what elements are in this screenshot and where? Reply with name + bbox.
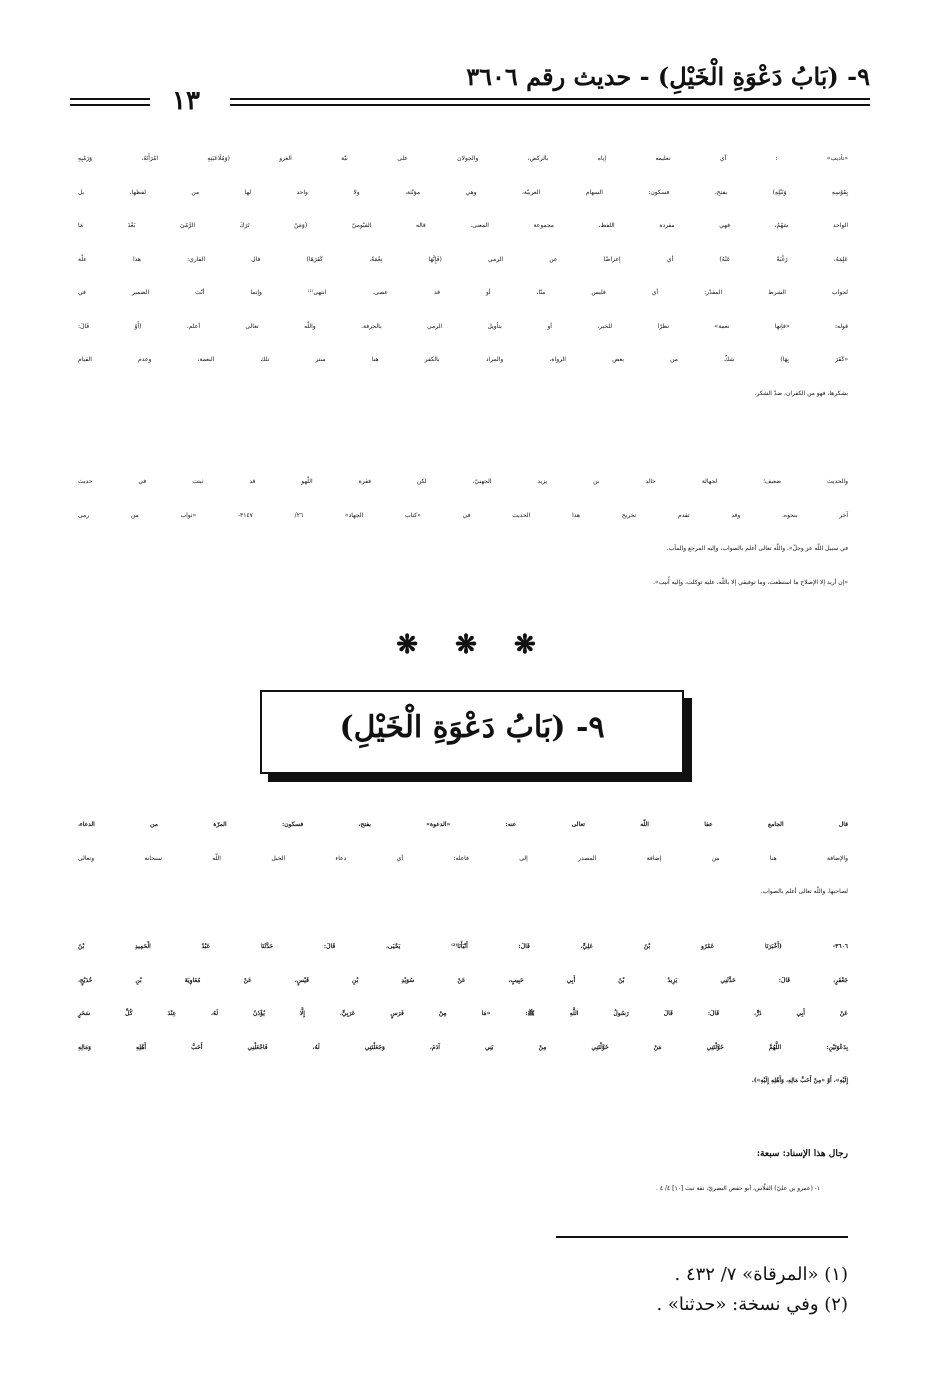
grading-line: آخر بنحوه. وقد تقدم تخريج هذا الحديث في «كتاب الجهاد» ٢٦/ ٣١٤٧- «ثواب من رمى [78,511,848,519]
commentary-line: عَلِمَهُ، رَغْبَةً عَنْهُ) أي إعراضًا عن الرمي (فَإِنَّهَا نِعْمَةٌ، كَفَرَهَا) قال القاري: هذا علّة [78,255,848,263]
running-header [70,62,870,114]
commentary-line: «تأديب» : أي تعليمه إياه بالركض، والجولان على نيّة الغزو (وَمُلَاعَبَتِهِ امْرَأَتَهُ، وَرَمْيِهِ [78,155,848,162]
commentary-line: بشكرها، فهو من الكفران، ضدّ الشكر. [754,389,848,397]
intro-paragraph [78,808,848,909]
narrators-heading: رجال هذا الإسناد: سبعة: [756,1149,848,1159]
commentary-line: قوله: «فإنها نعمة» نظرًا للخبر، أو بتأويل الرمي بالحرفة. واللّه تعالى أعلم. (أَوْ قَالَ: [78,322,848,330]
commentary-paragraph [78,142,848,410]
hadith-line: جَعْفَرٍ، قَالَ: حَدَّثَنِي يَزِيدُ بْنُ أَبِي حَبِيبٍ، عَنْ سُوَيْدِ بْنِ قَيْسٍ، عَنْ مُعَاوِيَةَ بْنِ حُدَيْجٍ، [78,976,848,984]
commentary-line: الواحد سَهْمٌ، فهي مفردة اللفظ، مجموعة المعنى. قاله الفيّوميّ (وَمَنْ تَرَكَ الرَّمْيَ بَعْدَ مَا [78,222,848,229]
header-rule-right-lower [230,104,870,106]
section-separator: ❋ ❋ ❋ [396,630,550,660]
hadith-line: ٣٦٠٦- (أَخْبَرَنَا عَمْرُو بْنُ عَلِيٍّ، قَالَ: أَنْبَأَنَا⁽²⁾ يَحْيَى، قَالَ: حَدَّثَنَا عَبْدُ الْحَمِيدِ بْنُ [78,943,849,950]
commentary-line: لجواب الشرط المقدّر: أي فليس منّا، أو قد عصى. انتهى⁽¹⁾ وإنما أنّث الضمير في [78,289,848,296]
hadith-text [78,930,848,1098]
header-rule-left-lower [70,104,150,106]
grading-paragraph [78,465,848,599]
grading-line: في سبيل اللّه عز وجلّ». واللّه تعالى أعلم بالصواب، وإليه المرجع والمآب. [666,545,848,552]
footnote-2: (٢) وفي نسخة: «حدثنا» . [656,1294,848,1315]
footnote-divider [556,1236,848,1238]
page-number: ١٣ [172,86,200,116]
intro-line: قال الجامع عفا اللّه تعالى عنه: «الدعوة» بفتح، فسكون: المرّة من الدعاء، [78,821,848,828]
grading-line: والحديث ضعيف؛ لجهالة خالد بن يزيد الجهنيّ، لكن فقرة اللّهو قد ثبتت في حديث [78,478,848,485]
hadith-line: إِلَيْهِ»، أَوْ «مِنْ أَحَبِّ مَالِهِ، وَأَهْلِهِ إِلَيْهِ»). [751,1077,848,1084]
chapter-title-box [260,690,684,774]
chapter-title: ٩- (بَابُ دَعْوَةِ الْخَيْلِ) [339,710,605,745]
commentary-line: بِقَوْسِهِ وَنَبْلِهِ) بفتح، فسكون: السهام العربيّة، وهي مؤنّثة، ولا واحد لها من لفظها، بل [78,188,848,196]
intro-line: والإضافة هنا من إضافة المصدر إلى فاعله: أي دعاء الخيل اللّه سبحانه وتعالى [78,854,848,862]
running-title: ٩- (بَابُ دَعْوَةِ الْخَيْلِ) - حديث رقم ٣٦٠٦ [466,62,870,91]
footnote-1: (١) «المرقاة» ٧/ ٤٣٢ . [674,1264,848,1285]
closing-supplication: «إن أريد إلا الإصلاح ما استطعت، وما توفيقي إلا باللّه، عليه توكلت، وإليه أُنيب». [653,578,848,586]
narrator-item: ١- (عمرو بن عليّ) الفلّاس، أبو حفص البصريّ، ثقة ثبت [١٠] ٤/ ٤ . [655,1184,820,1192]
header-rule-right [230,98,870,100]
commentary-line: «كَفَرَ بِهَا) شكّ من بعض الرواة، والمراد بالكفر هنا ستر تلك النعمة، وعدم القيام [78,356,848,363]
narrators-section [78,1138,848,1205]
intro-line: لصاحبها. واللّه تعالى أعلم بالصواب. [760,888,848,895]
hadith-line: عَنْ أَبِي ذَرٍّ، قَالَ: قَالَ رَسُولُ اللَّهِ ﷺ: «مَا مِنْ فَرَسٍ عَرَبِيٍّ، إِلَّا يُؤْذَنُ لَهُ، عِنْدَ كُلِّ سَحَرٍ [78,1010,848,1017]
hadith-line: بِدَعْوَتَيْنِ: اللَّهُمَّ خَوَّلْتَنِي مَنْ خَوَّلْتَنِي مِنْ بَنِي آدَمَ، وَجَعَلْتَنِي لَهُ، فَاجْعَلْنِي أَحَبَّ أَهْلِهِ وَمَالِهِ [78,1043,848,1051]
header-rule-left [70,98,150,100]
